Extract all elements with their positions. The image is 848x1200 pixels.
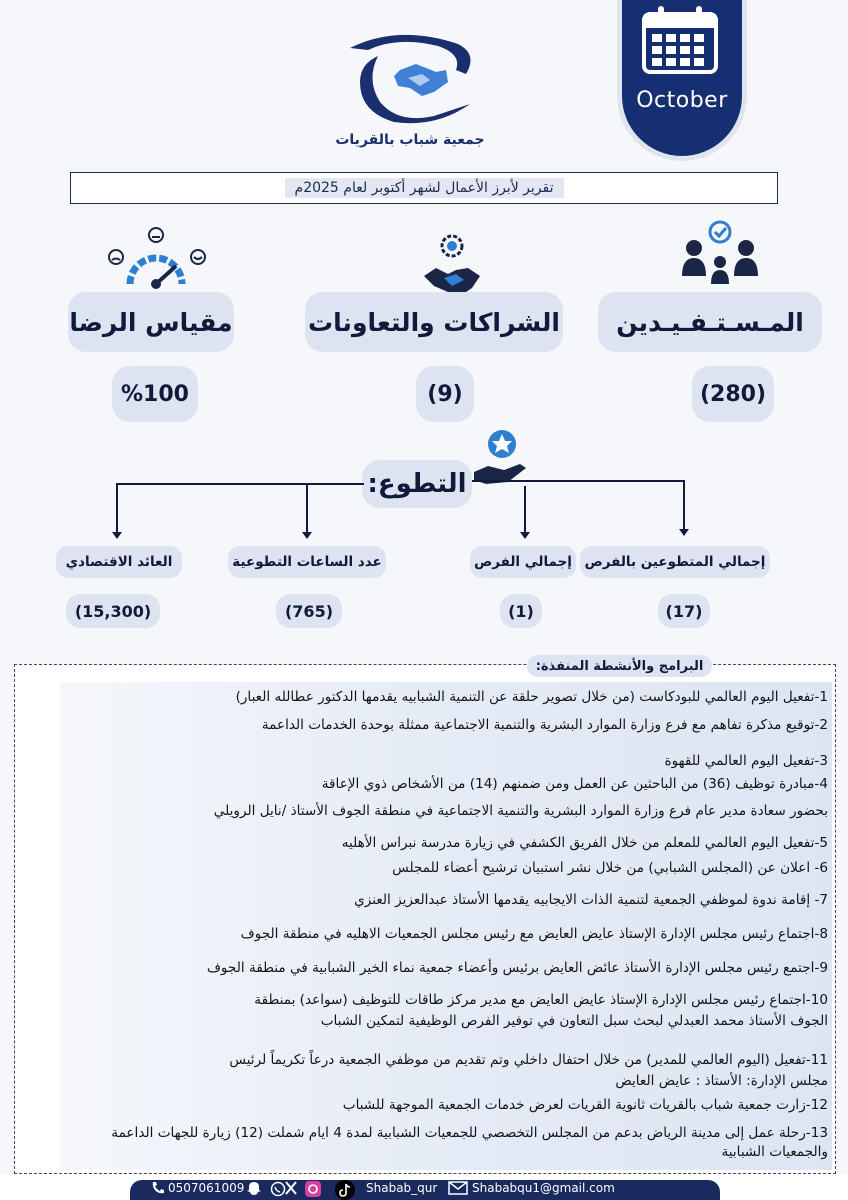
activity-item: 3-تفعيل اليوم العالمي للقهوة — [664, 753, 828, 769]
footer-social-handle[interactable]: Shabab_qur — [366, 1181, 438, 1195]
satisfaction-gauge-icon — [104, 226, 208, 290]
opportunities-value: (1) — [500, 594, 542, 628]
economic-return-value: (15,300) — [66, 594, 160, 628]
arrow-down-icon — [302, 532, 312, 539]
report-title-box — [70, 172, 778, 204]
connector-line — [116, 483, 364, 485]
activity-item: 11-تفعيل (اليوم العالمي للمدير) من خلال احتفال داخلي وتم تقديم من موظفي الجمعية درعاً تكريماً لرئيس — [229, 1052, 828, 1068]
connector-line — [683, 480, 685, 530]
organization-name: جمعية شباب بالقريات — [335, 132, 485, 148]
activity-item: والجمعيات الشبابية — [721, 1144, 828, 1160]
stat-satisfaction-label: مقياس الرضا — [68, 292, 234, 352]
activity-item: 13-رحلة عمل إلى مدينة الرياض بدعم من المجلس التخصصي للجمعيات الشبابية لمدة 4 ايام شملت (12) زيارة للجهات الداعمة — [111, 1125, 828, 1141]
activity-item: مجلس الإدارة: الأستاذ : عايض العايض — [615, 1073, 828, 1089]
volunteers-value: (17) — [658, 594, 710, 628]
volunteering-title: التطوع: — [362, 460, 472, 508]
connector-line — [472, 480, 684, 482]
activity-item: 12-زارت جمعية شباب بالقريات ثانوية القريات لعرض خدمات الجمعية الموجهة للشباب — [342, 1097, 828, 1113]
opportunities-label: إجمالي الفرص — [470, 546, 576, 578]
economic-return-label: العائد الاقتصادي — [56, 546, 182, 578]
arrow-down-icon — [520, 532, 530, 539]
snapchat-icon[interactable] — [246, 1180, 262, 1198]
activities-title: البرامج والأنشطة المنفذة: — [527, 655, 712, 677]
activity-item: 10-اجتماع رئيس مجلس الإدارة الإستاذ عايض العايض مع مدير مركز طاقات للتوظيف (سواعد) بمنطقة — [254, 992, 828, 1008]
stat-partnerships-label: الشراكات والتعاونات — [305, 292, 563, 352]
arrow-down-icon — [112, 532, 122, 539]
connector-line — [306, 483, 308, 533]
organization-logo — [338, 30, 488, 130]
activity-item: 6- اعلان عن (المجلس الشبابي) من خلال نشر استبيان ترشيح أعضاء للمجلس — [392, 860, 828, 876]
phone-icon — [150, 1180, 166, 1196]
activity-item: 8-اجتماع رئيس مجلس الإدارة الإستاذ عايض العايض مع رئيس مجلس الجمعيات الاهليه في منطقة الجوف — [240, 926, 828, 942]
volunteers-label: إجمالي المتطوعين بالفرص — [580, 546, 770, 578]
footer-email[interactable]: Shababqu1@gmail.com — [472, 1181, 615, 1195]
volunteer-hours-value: (765) — [276, 594, 342, 628]
report-title: تقرير لأبرز الأعمال لشهر أكتوبر لعام 2025م — [285, 178, 564, 198]
month-label: October — [636, 88, 728, 113]
activity-item: 4-مبادرة توظيف (36) من الباحثين عن العمل ومن ضمنهم (14) من الأشخاص ذوي الإعاقة — [321, 776, 828, 792]
connector-line — [116, 483, 118, 533]
activity-item: 9-اجتمع رئيس مجلس الإدارة الأستاذ عائض العايض برئيس وأعضاء جمعية نماء الخير الشبابية في منطقة الجوف — [206, 960, 828, 976]
activity-item: 2-توقيع مذكرة تفاهم مع فرع وزارة الموارد البشرية والتنمية الاجتماعية ممثلة بوحدة الخدمات الداعمة — [261, 717, 828, 733]
activity-item: 1-تفعيل اليوم العالمي للبودكاست (من خلال تصوير حلقة عن التنمية الشبابيه يقدمها الدكتور عطالله العبار) — [235, 689, 828, 705]
x-twitter-icon[interactable] — [284, 1180, 298, 1196]
instagram-icon[interactable] — [304, 1180, 322, 1198]
activity-item: الجوف الأستاذ محمد العبدلي لبحث سبل التعاون في توفير الفرص الوظيفية لتمكين الشباب — [320, 1013, 828, 1029]
stat-satisfaction-value: %100 — [112, 366, 198, 422]
footer-phone[interactable]: 0507061009 — [168, 1181, 245, 1195]
beneficiaries-icon — [680, 220, 760, 284]
activity-item: 7- إقامة ندوة لموظفي الجمعية لتنمية الذات الايجابيه يقدمها الأستاذ عبدالعزيز العنزي — [354, 892, 828, 908]
activity-item: بحضور سعادة مدير عام فرع وزارة الموارد البشرية والتنمية الاجتماعية في منطقة الجوف الأستاذ /نايل الرويلي — [213, 803, 828, 819]
tiktok-icon[interactable] — [332, 1180, 358, 1200]
connector-line — [524, 486, 526, 533]
calendar-icon — [638, 4, 722, 76]
arrow-down-icon — [679, 529, 689, 536]
stat-partnerships-value: (9) — [416, 366, 474, 422]
email-icon — [448, 1180, 468, 1196]
stat-beneficiaries-value: (280) — [692, 366, 774, 422]
volunteer-hours-label: عدد الساعات التطوعية — [228, 546, 386, 578]
activity-item: 5-تفعيل اليوم العالمي للمعلم من خلال الفريق الكشفي في زيارة مدرسة نبراس الأهليه — [341, 835, 828, 851]
stat-beneficiaries-label: المـسـتـفـيـدين — [598, 292, 822, 352]
volunteer-hand-star-icon — [472, 428, 528, 488]
